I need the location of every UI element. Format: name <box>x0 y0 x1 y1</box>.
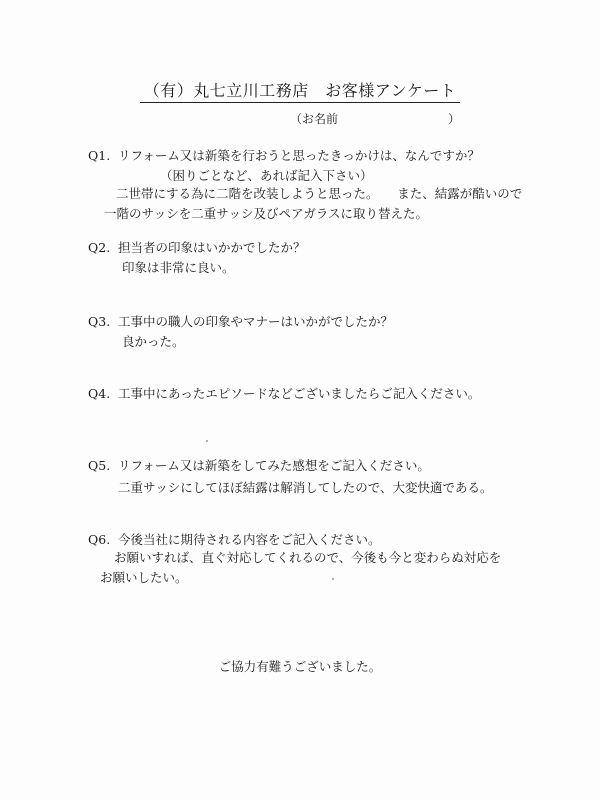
question-4 <box>88 384 480 404</box>
question-text: リフォーム又は新築をしてみた感想をご記入ください。 <box>118 458 430 473</box>
answer-6-line-2: お願いしたい。 <box>100 570 188 585</box>
answer-5-line-1: 二重サッシにしてほぼ結露は解消してしたので、大変快適である。 <box>118 480 493 495</box>
question-text: 今後当社に期待される内容をご記入ください。 <box>118 532 381 547</box>
thank-you-note: ご協力有難うございました。 <box>218 659 382 674</box>
question-text: 工事中の職人の印象やマナーはいかがでしたか？ <box>118 314 394 329</box>
page-title <box>0 78 600 103</box>
scan-speck <box>332 578 334 580</box>
question-5 <box>88 456 430 476</box>
scan-speck <box>206 440 208 442</box>
question-number: Q2. <box>88 240 111 255</box>
answer-1-line-1: 二世帯にする為に二階を改装しようと思った。 また、結露が酷いので <box>116 186 523 201</box>
question-text: 担当者の印象はいかかでしたか？ <box>118 240 306 255</box>
question-number: Q1. <box>88 148 111 163</box>
question-number: Q4. <box>88 386 111 401</box>
answer-2-line-1: 印象は非常に良い。 <box>122 260 235 275</box>
answer-1-line-2: 一階のサッシを二重サッシ及びペアガラスに取り替えた。 <box>104 206 429 221</box>
question-number: Q3. <box>88 314 111 329</box>
answer-6-line-1: お願いすれば、直ぐ対応してくれるので、今後も今と変わらぬ対応を <box>114 550 502 565</box>
question-text: 工事中にあったエピソードなどございましたらご記入ください。 <box>118 386 481 401</box>
question-text: リフォーム又は新築を行おうと思ったきっかけは、なんですか？ <box>118 148 480 163</box>
question-number: Q5. <box>88 458 111 473</box>
question-1-subtext: （困りごとなど、あれば記入下さい） <box>160 168 373 183</box>
question-number: Q6. <box>88 532 111 547</box>
name-close: ） <box>448 112 461 126</box>
page-title-text: （有）丸七立川工務店 お客様アンケート <box>140 78 461 103</box>
name-label: （お名前 <box>290 112 339 126</box>
question-1 <box>88 146 480 166</box>
name-field <box>290 110 460 127</box>
question-3 <box>88 312 393 332</box>
question-2 <box>88 238 306 258</box>
answer-3-line-1: 良かった。 <box>122 334 185 349</box>
question-6 <box>88 530 381 550</box>
